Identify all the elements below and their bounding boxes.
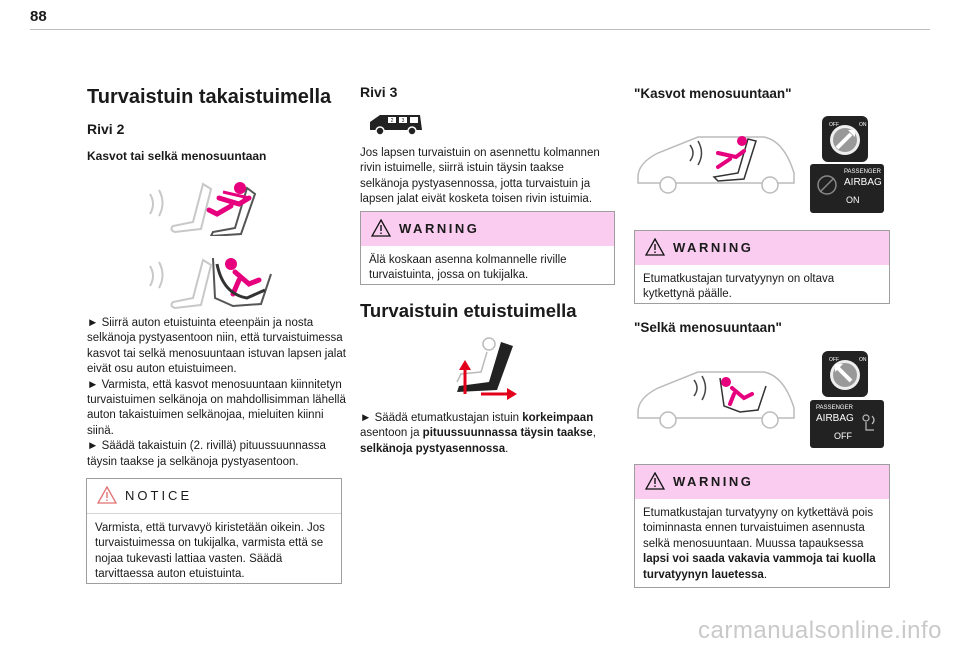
header-divider bbox=[30, 29, 930, 30]
airbag-deploy-icon bbox=[860, 412, 880, 436]
notice-text: Varmista, että turvavyö kiristetään oikein. Jos turvaistuimessa on tukijalka, varmista että se nojaa tukevasti lattiaa vasten. Säädä tarvittaessa auton etuistuinta. bbox=[95, 522, 325, 581]
instruction-bold-3: selkänoja pystyasennossa bbox=[360, 442, 506, 455]
instruction-1: ► Siirrä auton etuistuinta eteenpäin ja nosta selkänoja pystyasentoon niin, että turvaistuimessa kasvot tai selkä menosuuntaan istuvan lapsen jalat eivät osu auton etuistuimeen. bbox=[87, 317, 346, 376]
instruction-text: . bbox=[505, 442, 509, 455]
warning-header bbox=[361, 212, 614, 246]
title-rear-facing: "Selkä menosuuntaan" bbox=[634, 320, 782, 335]
airbag-switch-off-icon bbox=[822, 351, 868, 397]
warning-text-end: . bbox=[763, 568, 768, 581]
warning-title: WARNING bbox=[673, 474, 754, 489]
airbag-on-panel bbox=[810, 164, 884, 213]
warning-box-rear bbox=[634, 464, 890, 588]
airbag-state-on: ON bbox=[846, 195, 860, 205]
page-number: 88 bbox=[30, 8, 47, 25]
front-seat-adjust-illustration bbox=[425, 334, 525, 402]
rear-facing-seat-illustration bbox=[135, 254, 280, 312]
switch-off-label: OFF bbox=[829, 357, 839, 363]
section-title-front-seat: Turvaistuin etuistuimella bbox=[360, 300, 577, 321]
airbag-state-off: OFF bbox=[834, 431, 852, 441]
car-icon bbox=[366, 112, 424, 136]
front-seat-instruction bbox=[360, 411, 615, 457]
notice-box bbox=[86, 478, 342, 584]
airbag-disabled-icon bbox=[816, 174, 838, 196]
instruction-text: , bbox=[592, 427, 596, 440]
car-rear-seat-illustration bbox=[634, 360, 804, 430]
rear-seat-instructions bbox=[87, 316, 349, 470]
car-row3-label: 3 bbox=[401, 118, 405, 124]
instruction-text: ► Säädä etumatkustajan istuin bbox=[360, 412, 523, 424]
warning-box-forward bbox=[634, 230, 890, 304]
warning-text: Älä koskaan asenna kolmannelle riville turvaistuinta, jossa on tukijalka. bbox=[369, 254, 567, 282]
car-row2-label: 2 bbox=[390, 118, 394, 124]
title-forward-facing: "Kasvot menosuuntaan" bbox=[634, 86, 792, 101]
switch-on-label: ON bbox=[859, 357, 867, 363]
row3-paragraph: Jos lapsen turvaistuin on asennettu kolmannen rivin istuimelle, siirrä istuin täysin taakse selkänoja pystyasennossa, jotta turvaistuin ja lapsen jalat eivät kosketa toisen rivin istuimia. bbox=[360, 147, 600, 206]
notice-triangle-icon bbox=[97, 486, 117, 504]
car-forward-seat-illustration bbox=[634, 127, 804, 195]
instruction-bold-1: korkeimpaan bbox=[522, 412, 594, 424]
passenger-label: PASSENGER bbox=[816, 405, 853, 411]
airbag-label: AIRBAG bbox=[816, 413, 854, 424]
switch-off-label: OFF bbox=[829, 122, 839, 128]
notice-title: NOTICE bbox=[125, 488, 193, 503]
watermark: carmanualsonline.info bbox=[698, 617, 942, 644]
warning-text-bold: lapsi voi saada vakavia vammoja tai kuolla turvatyynyn lauetessa bbox=[643, 553, 876, 581]
warning-header bbox=[635, 231, 889, 265]
warning-title: WARNING bbox=[399, 221, 480, 236]
instruction-2: ► Varmista, että kasvot menosuuntaan kiinnitetyn turvaistuimen selkänoja on mahdollisimman lähellä auton takaistuimen selkänojaa, mieluiten kiinni siinä. bbox=[87, 378, 346, 437]
subtitle-row3: Rivi 3 bbox=[360, 84, 398, 100]
warning-text bbox=[635, 499, 889, 590]
label-facing: Kasvot tai selkä menosuuntaan bbox=[87, 149, 267, 163]
warning-box-row3 bbox=[360, 211, 615, 285]
warning-triangle-icon bbox=[645, 472, 665, 490]
warning-title: WARNING bbox=[673, 240, 754, 255]
warning-header bbox=[635, 465, 889, 499]
switch-on-label: ON bbox=[859, 122, 867, 128]
forward-facing-seat-illustration bbox=[135, 176, 280, 236]
warning-text: Etumatkustajan turvatyynyn on oltava kytkettynä päälle. bbox=[643, 273, 835, 301]
instruction-text: asentoon ja bbox=[360, 427, 423, 440]
airbag-off-panel bbox=[810, 400, 884, 448]
section-title-rear-seat: Turvaistuin takaistuimella bbox=[87, 86, 332, 108]
instruction-3: ► Säädä takaistuin (2. rivillä) pituussuunnassa täysin taakse ja selkänoja pystyasentoon. bbox=[87, 440, 326, 468]
airbag-switch-on-icon bbox=[822, 116, 868, 162]
passenger-label: PASSENGER bbox=[844, 169, 881, 175]
airbag-label: AIRBAG bbox=[844, 177, 882, 188]
warning-text-plain: Etumatkustajan turvatyyny on kytkettävä pois toiminnasta ennen turvaistuimen asennusta selkä menosuuntaan. Muussa tapauksessa bbox=[643, 507, 874, 550]
warning-triangle-icon bbox=[645, 238, 665, 256]
instruction-bold-2: pituussuunnassa täysin taakse bbox=[422, 427, 593, 440]
warning-triangle-icon bbox=[371, 219, 391, 237]
notice-header bbox=[87, 479, 341, 514]
subtitle-row2: Rivi 2 bbox=[87, 121, 125, 137]
